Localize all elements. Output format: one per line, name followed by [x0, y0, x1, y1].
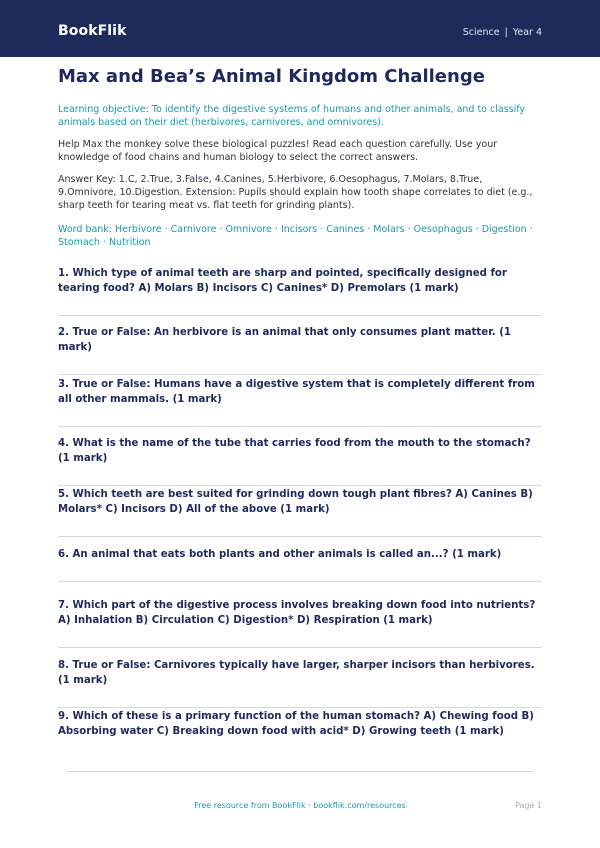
question-4	[58, 436, 542, 487]
word-bank: Word bank: Herbivore · Carnivore · Omnivore · Incisors · Canines · Molars · Oesophagus · Digestion · Stomach · Nutrition	[58, 224, 533, 248]
question-text: 2. True or False: An herbivore is an animal that only consumes plant matter. (1 mark)	[58, 327, 511, 353]
question-2	[58, 325, 542, 377]
question-text: 7. Which part of the digestive process involves breaking down food into nutrients? A) Inhalation B) Circulation C) Digestion* D) Respiration (1 mark)	[58, 600, 536, 626]
answer-line	[58, 536, 542, 537]
answer-line	[58, 485, 542, 486]
question-6	[58, 547, 542, 598]
answer-line	[58, 315, 542, 316]
question-8	[58, 658, 542, 709]
answer-line	[58, 647, 542, 648]
brand-logo[interactable]: BookFlik	[58, 23, 127, 39]
question-1	[58, 266, 542, 325]
question-text: 9. Which of these is a primary function of the human stomach? A) Chewing food B) Absorbing water C) Breaking down food with acid* D) Growing teeth (1 mark)	[58, 711, 534, 737]
year-label: Year 4	[512, 27, 542, 38]
subject-label: Science	[462, 27, 500, 38]
answer-line	[58, 707, 542, 708]
question-text: 1. Which type of animal teeth are sharp and pointed, specifically designed for tearing food? A) Molars B) Incisors C) Canines* D) Premolars (1 mark)	[58, 268, 507, 294]
question-7	[58, 598, 542, 658]
page-header	[0, 0, 600, 57]
question-text: 3. True or False: Humans have a digestive system that is completely different from all other mammals. (1 mark)	[58, 379, 535, 405]
instructions: Help Max the monkey solve these biological puzzles! Read each question carefully. Use your knowledge of food chains and human biology to select the correct answers.	[58, 139, 498, 163]
subject-year-label	[463, 27, 542, 38]
answer-key: Answer Key: 1.C, 2.True, 3.False, 4.Canines, 5.Herbivore, 6.Oesophagus, 7.Molars, 8.True, 9.Omnivore, 10.Digestion. Extension: Pupils should explain how tooth shape correlates to diet (e.g., sharp teeth for tearing meat vs. flat teeth for grinding plants).	[58, 174, 533, 211]
question-text: 4. What is the name of the tube that carries food from the mouth to the stomach? (1 mark)	[58, 438, 531, 464]
answer-line	[58, 581, 542, 582]
question-5	[58, 487, 542, 547]
question-text: 5. Which teeth are best suited for grinding down tough plant fibres? A) Canines B) Molars* C) Incisors D) All of the above (1 mark)	[58, 489, 533, 515]
answer-line	[58, 374, 542, 375]
worksheet-title: Max and Bea’s Animal Kingdom Challenge	[58, 66, 485, 87]
worksheet-intro	[58, 64, 542, 249]
footer-credit[interactable]: Free resource from BookFlik · bookflik.com/resources	[194, 801, 406, 810]
separator: |	[504, 27, 508, 38]
answer-line	[58, 426, 542, 427]
page-number: Page 1	[515, 801, 542, 810]
footer-divider	[66, 771, 534, 772]
question-text: 8. True or False: Carnivores typically have larger, sharper incisors than herbivores. (1 mark)	[58, 660, 535, 686]
question-3	[58, 377, 542, 436]
question-9	[58, 709, 542, 749]
question-list	[58, 266, 542, 749]
learning-objective: Learning objective: To identify the digestive systems of humans and other animals, and to classify animals based on their diet (herbivores, carnivores, and omnivores).	[58, 104, 526, 128]
question-text: 6. An animal that eats both plants and other animals is called an...? (1 mark)	[58, 549, 502, 560]
